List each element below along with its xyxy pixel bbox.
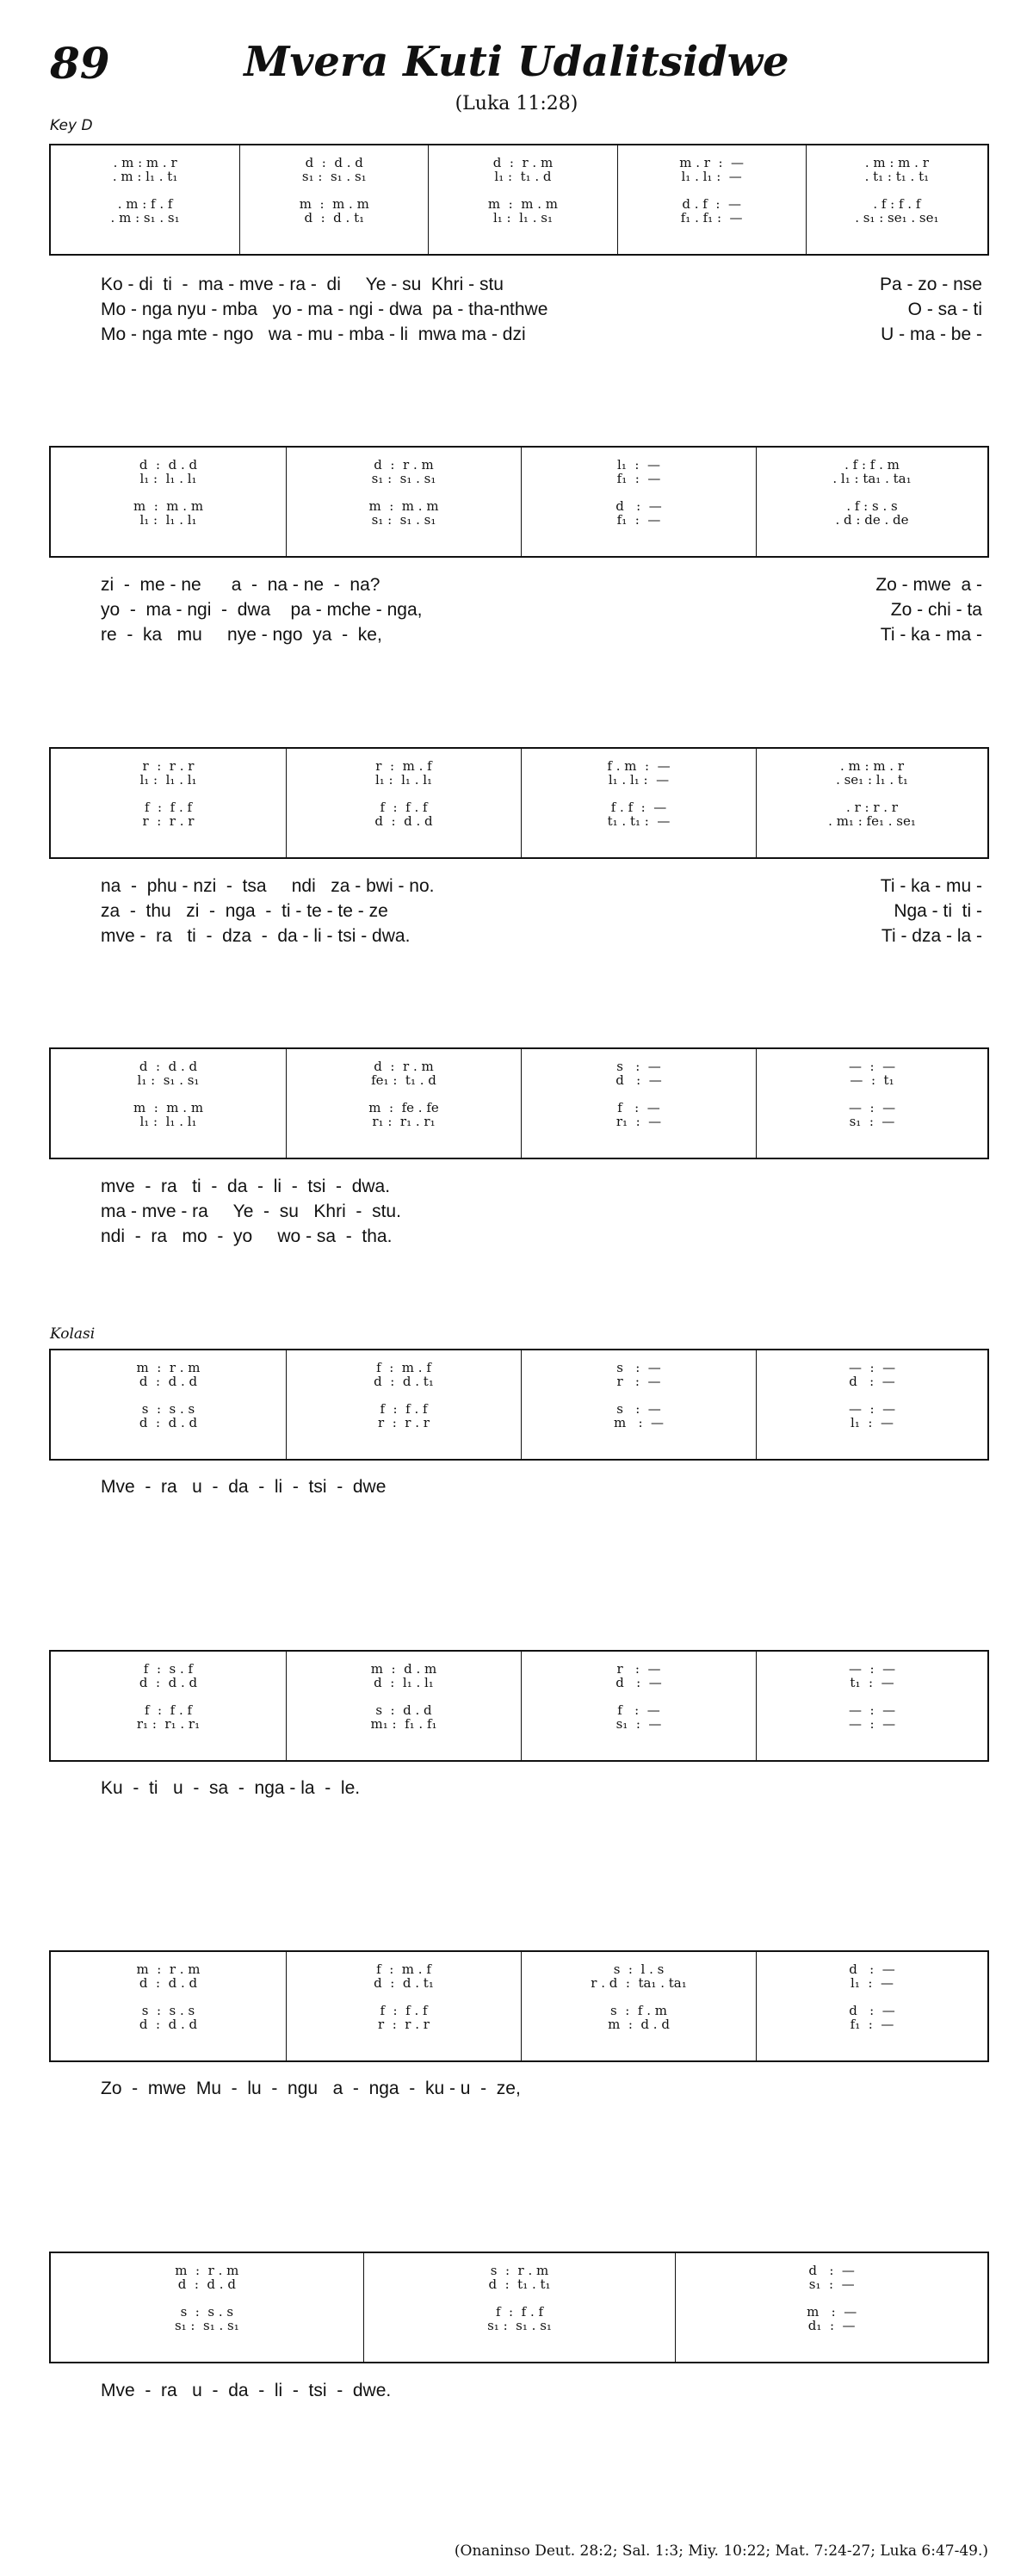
bass-notes: m : m . m l₁ : l₁ . l₁ <box>133 1100 204 1129</box>
treble-notes: . m : m . r . m : l₁ . t₁ <box>112 155 178 184</box>
measure <box>363 2253 676 2362</box>
bass-notes: m : m . m d : d . t₁ <box>299 196 369 225</box>
lyric-line <box>49 924 989 948</box>
lyric-line <box>49 1199 989 1224</box>
bass-notes: . f : f . f . s₁ : se₁ . se₁ <box>855 196 939 225</box>
measure <box>51 145 239 254</box>
bass-notes: s : s . s s₁ : s₁ . s₁ <box>174 2304 239 2333</box>
lyric-pickup: Nga - ti ti - <box>894 901 982 921</box>
treble-notes: . m : m . r . t₁ : t₁ . t₁ <box>864 155 930 184</box>
lyric-text: na - phu - nzi - tsa ndi za - bwi - no. <box>101 876 435 896</box>
bass-notes: s : s . s d : d . d <box>139 2003 198 2032</box>
measure <box>756 1049 987 1158</box>
treble-notes: . f : f . m . l₁ : ta₁ . ta₁ <box>832 457 912 486</box>
treble-notes: — : — d : — <box>848 1360 896 1389</box>
lyric-text: Ko - di ti - ma - mve - ra - di Ye - su Khri - stu <box>101 275 504 294</box>
treble-notes: d : — s₁ : — <box>808 2263 855 2292</box>
lyrics-block <box>49 874 989 948</box>
measure <box>51 749 286 857</box>
lyrics-block <box>49 2378 989 2403</box>
lyric-pickup: U - ma - be - <box>881 324 982 344</box>
lyric-line <box>49 622 989 647</box>
bass-notes: s : f . m m : d . d <box>608 2003 670 2032</box>
bass-notes: — : — s₁ : — <box>848 1100 896 1129</box>
lyrics-block <box>49 1776 989 1801</box>
lyric-line <box>49 2076 989 2101</box>
treble-notes: — : — — : t₁ <box>848 1059 896 1088</box>
lyric-line <box>49 874 989 899</box>
lyrics-block <box>49 1174 989 1249</box>
lyric-pickup: Ti - dza - la - <box>881 926 982 946</box>
lyric-pickup: Zo - mwe a - <box>875 575 982 595</box>
measure <box>521 1049 756 1158</box>
measure <box>756 448 987 556</box>
footer-references: (Onaninso Deut. 28:2; Sal. 1:3; Miy. 10:22; Mat. 7:24-27; Luka 6:47-49.) <box>454 2542 988 2560</box>
bass-notes: s : d . d m₁ : f₁ . f₁ <box>370 1702 437 1732</box>
bass-notes: s : s . s d : d . d <box>139 1401 198 1430</box>
measure <box>286 1952 521 2060</box>
treble-notes: — : — t₁ : — <box>848 1661 896 1690</box>
stave-system-8 <box>49 2252 989 2363</box>
treble-notes: f . m : — l₁ . l₁ : — <box>607 758 671 788</box>
lyrics-block <box>49 2076 989 2101</box>
lyric-text: Mve - ra u - da - li - tsi - dwe <box>101 1477 387 1497</box>
lyric-text: re - ka mu nye - ngo ya - ke, <box>101 625 382 645</box>
lyric-line <box>49 1224 989 1249</box>
lyric-line <box>49 322 989 347</box>
lyric-text: zi - me - ne a - na - ne - na? <box>101 575 380 595</box>
bass-notes: m : — d₁ : — <box>807 2304 857 2333</box>
lyric-line <box>49 297 989 322</box>
measure <box>428 145 616 254</box>
measure <box>675 2253 987 2362</box>
stave-system-5 <box>49 1349 989 1461</box>
bass-notes: f : — s₁ : — <box>615 1702 662 1732</box>
lyric-line <box>49 572 989 597</box>
bass-notes: f : f . f r : r . r <box>142 800 195 829</box>
treble-notes: r : m . f l₁ : l₁ . l₁ <box>374 758 433 788</box>
treble-notes: f : s . f d : d . d <box>139 1661 198 1690</box>
stave-system-6 <box>49 1650 989 1762</box>
lyric-line <box>49 1776 989 1801</box>
measure <box>521 1350 756 1459</box>
lyric-text: mve - ra ti - dza - da - li - tsi - dwa. <box>101 926 411 946</box>
measure <box>521 448 756 556</box>
bass-notes: f : f . f r : r . r <box>378 2003 430 2032</box>
stave-system-2 <box>49 446 989 558</box>
lyric-text: Zo - mwe Mu - lu - ngu a - nga - ku - u - ze, <box>101 2079 521 2098</box>
lyrics-block <box>49 572 989 647</box>
stave-system-4 <box>49 1047 989 1159</box>
bass-notes: f : f . f d : d . d <box>374 800 433 829</box>
bass-notes: f : f . f s₁ : s₁ . s₁ <box>487 2304 552 2333</box>
treble-notes: d : d . d s₁ : s₁ . s₁ <box>301 155 367 184</box>
lyric-text: Ku - ti u - sa - nga - la - le. <box>101 1778 361 1798</box>
treble-notes: d : d . d l₁ : s₁ . s₁ <box>137 1059 200 1088</box>
measure <box>521 1952 756 2060</box>
lyric-line <box>49 272 989 297</box>
measure <box>756 749 987 857</box>
measure <box>806 145 987 254</box>
bass-notes: d : — f₁ : — <box>849 2003 895 2032</box>
bass-notes: s : — m : — <box>613 1401 665 1430</box>
lyric-line <box>49 2378 989 2403</box>
treble-notes: s : r . m d : t₁ . t₁ <box>488 2263 551 2292</box>
lyrics-block <box>49 272 989 347</box>
stave-system-7 <box>49 1950 989 2062</box>
bass-notes: f . f : — t₁ . t₁ : — <box>607 800 671 829</box>
treble-notes: f : m . f d : d . t₁ <box>374 1360 434 1389</box>
chorus-label: Kolasi <box>50 1325 96 1343</box>
bass-notes: . m : f . f . m : s₁ . s₁ <box>110 196 180 225</box>
hymn-title: Mvera Kuti Udalitsidwe <box>244 38 789 86</box>
measure <box>51 1652 286 1760</box>
treble-notes: d : — l₁ : — <box>849 1961 895 1991</box>
lyric-pickup: Pa - zo - nse <box>879 275 982 294</box>
measure <box>51 448 286 556</box>
measure <box>51 1049 286 1158</box>
treble-notes: d : r . m fe₁ : t₁ . d <box>371 1059 436 1088</box>
bass-notes: f : — r₁ : — <box>615 1100 662 1129</box>
lyric-text: mve - ra ti - da - li - tsi - dwa. <box>101 1177 391 1196</box>
measure <box>51 2253 363 2362</box>
measure <box>756 1952 987 2060</box>
lyric-pickup: Ti - ka - ma - <box>880 625 982 645</box>
measure <box>521 1652 756 1760</box>
hymn-number: 89 <box>50 38 110 89</box>
measure <box>286 749 521 857</box>
measure <box>51 1952 286 2060</box>
treble-notes: . m : m . r . se₁ : l₁ . t₁ <box>836 758 908 788</box>
bass-notes: d . f : — f₁ . f₁ : — <box>680 196 743 225</box>
bass-notes: d : — f₁ : — <box>615 498 662 528</box>
bass-notes: — : — l₁ : — <box>848 1401 896 1430</box>
treble-notes: m . r : — l₁ . l₁ : — <box>679 155 745 184</box>
treble-notes: f : m . f d : d . t₁ <box>374 1961 434 1991</box>
measure <box>239 145 428 254</box>
lyric-line <box>49 899 989 924</box>
scripture-reference: (Luka 11:28) <box>455 93 578 114</box>
lyric-text: ndi - ra mo - yo wo - sa - tha. <box>101 1226 393 1246</box>
lyric-text: Mve - ra u - da - li - tsi - dwe. <box>101 2381 392 2400</box>
bass-notes: — : — — : — <box>848 1702 896 1732</box>
measure <box>286 1049 521 1158</box>
lyric-text: Mo - nga mte - ngo wa - mu - mba - li mwa ma - dzi <box>101 324 526 344</box>
treble-notes: r : — d : — <box>615 1661 662 1690</box>
treble-notes: s : — d : — <box>615 1059 662 1088</box>
lyric-pickup: O - sa - ti <box>907 300 982 319</box>
bass-notes: . f : s . s . d : de . de <box>835 498 909 528</box>
bass-notes: m : m . m s₁ : s₁ . s₁ <box>368 498 439 528</box>
measure <box>756 1652 987 1760</box>
lyric-text: ma - mve - ra Ye - su Khri - stu. <box>101 1202 401 1221</box>
measure <box>286 1350 521 1459</box>
lyrics-block <box>49 1474 989 1499</box>
lyric-text: Mo - nga nyu - mba yo - ma - ngi - dwa pa - tha-nthwe <box>101 300 548 319</box>
lyric-pickup: Zo - chi - ta <box>890 600 982 620</box>
bass-notes: m : m . m l₁ : l₁ . s₁ <box>487 196 559 225</box>
bass-notes: f : f . f r : r . r <box>378 1401 430 1430</box>
measure <box>286 1652 521 1760</box>
treble-notes: d : r . m l₁ : t₁ . d <box>492 155 554 184</box>
bass-notes: f : f . f r₁ : r₁ . r₁ <box>136 1702 201 1732</box>
lyric-text: za - thu zi - nga - ti - te - te - ze <box>101 901 388 921</box>
measure <box>617 145 806 254</box>
lyric-line <box>49 1474 989 1499</box>
stave-system-1 <box>49 144 989 256</box>
treble-notes: m : r . m d : d . d <box>136 1961 201 1991</box>
treble-notes: d : r . m s₁ : s₁ . s₁ <box>371 457 436 486</box>
treble-notes: r : r . r l₁ : l₁ . l₁ <box>139 758 197 788</box>
treble-notes: l₁ : — f₁ : — <box>616 457 661 486</box>
stave-system-3 <box>49 747 989 859</box>
treble-notes: m : r . m d : d . d <box>136 1360 201 1389</box>
bass-notes: m : m . m l₁ : l₁ . l₁ <box>133 498 204 528</box>
measure <box>756 1350 987 1459</box>
lyric-text: yo - ma - ngi - dwa pa - mche - nga, <box>101 600 423 620</box>
measure <box>51 1350 286 1459</box>
treble-notes: s : — r : — <box>616 1360 661 1389</box>
treble-notes: m : d . m d : l₁ . l₁ <box>370 1661 437 1690</box>
bass-notes: . r : r . r . m₁ : fe₁ . se₁ <box>828 800 916 829</box>
lyric-line <box>49 597 989 622</box>
key-signature: Key D <box>50 117 93 134</box>
bass-notes: m : fe . fe r₁ : r₁ . r₁ <box>368 1100 439 1129</box>
treble-notes: m : r . m d : d . d <box>175 2263 239 2292</box>
treble-notes: s : l . s r . d : ta₁ . ta₁ <box>591 1961 687 1991</box>
measure <box>521 749 756 857</box>
lyric-pickup: Ti - ka - mu - <box>880 876 982 896</box>
lyric-line <box>49 1174 989 1199</box>
treble-notes: d : d . d l₁ : l₁ . l₁ <box>139 457 198 486</box>
measure <box>286 448 521 556</box>
